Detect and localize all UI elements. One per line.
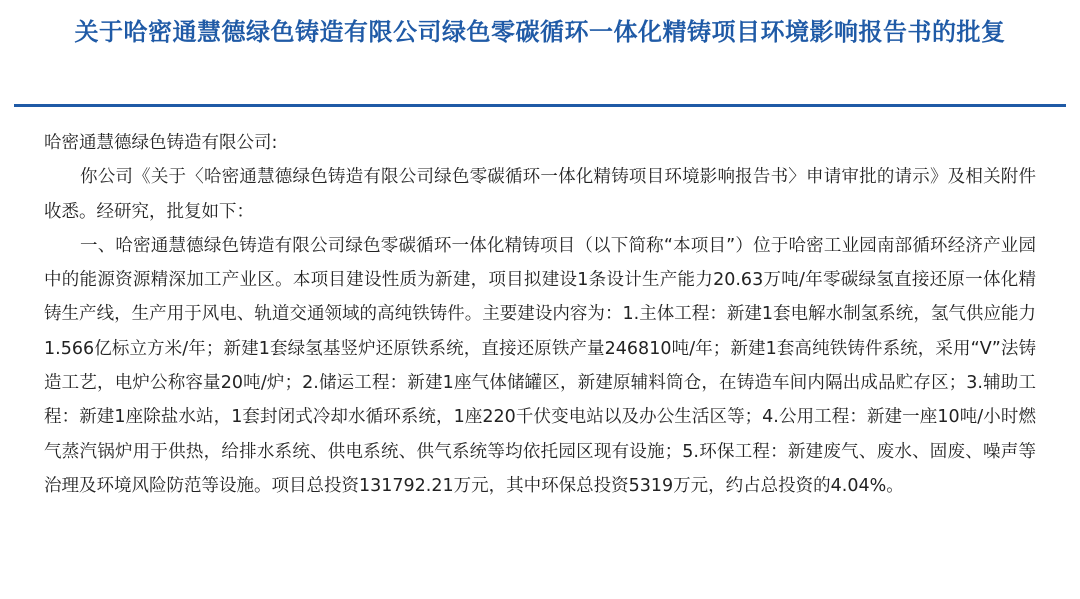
paragraph-item-one: 一、哈密通慧德绿色铸造有限公司绿色零碳循环一体化精铸项目（以下简称“本项目”）位于哈密工业园南部循环经济产业园中的能源资源精深加工产业区。本项目建设性质为新建，项目拟建设1条设计生产能力20.63万吨/年零碳绿氢直接还原一体化精铸生产线，生产用于风电、轨道交通领域的高纯铁铸件。主要建设内容为：1.主体工程：新建1套电解水制氢系统，氢气供应能力1.566亿标立方米/年；新建1套绿氢基竖炉还原铁系统，直接还原铁产量246810吨/年；新建1套高纯铁铸件系统，采用“V”法铸造工艺，电炉公称容量20吨/炉；2.储运工程：新建1座气体储罐区，新建原辅料筒仓，在铸造车间内隔出成品贮存区；3.辅助工程：新建1座除盐水站，1套封闭式冷却水循环系统，1座220千伏变电站以及办公生活区等；4.公用工程：新建一座10吨/小时燃气蒸汽锅炉用于供热，给排水系统、供电系统、供气系统等均依托园区现有设施；5.环保工程：新建废气、废水、固废、噪声等治理及环境风险防范等设施。项目总投资131792.21万元，其中环保总投资5319万元，约占总投资的4.04%。 xyxy=(44,235,1036,496)
paragraph-intro: 你公司《关于〈哈密通慧德绿色铸造有限公司绿色零碳循环一体化精铸项目环境影响报告书〉申请审批的请示》及相关附件收悉。经研究，批复如下： xyxy=(44,167,1036,222)
title-divider xyxy=(14,104,1066,107)
document-body xyxy=(44,126,1036,503)
salutation: 哈密通慧德绿色铸造有限公司: xyxy=(44,133,278,153)
document-title: 关于哈密通慧德绿色铸造有限公司绿色零碳循环一体化精铸项目环境影响报告书的批复 xyxy=(74,18,1006,46)
